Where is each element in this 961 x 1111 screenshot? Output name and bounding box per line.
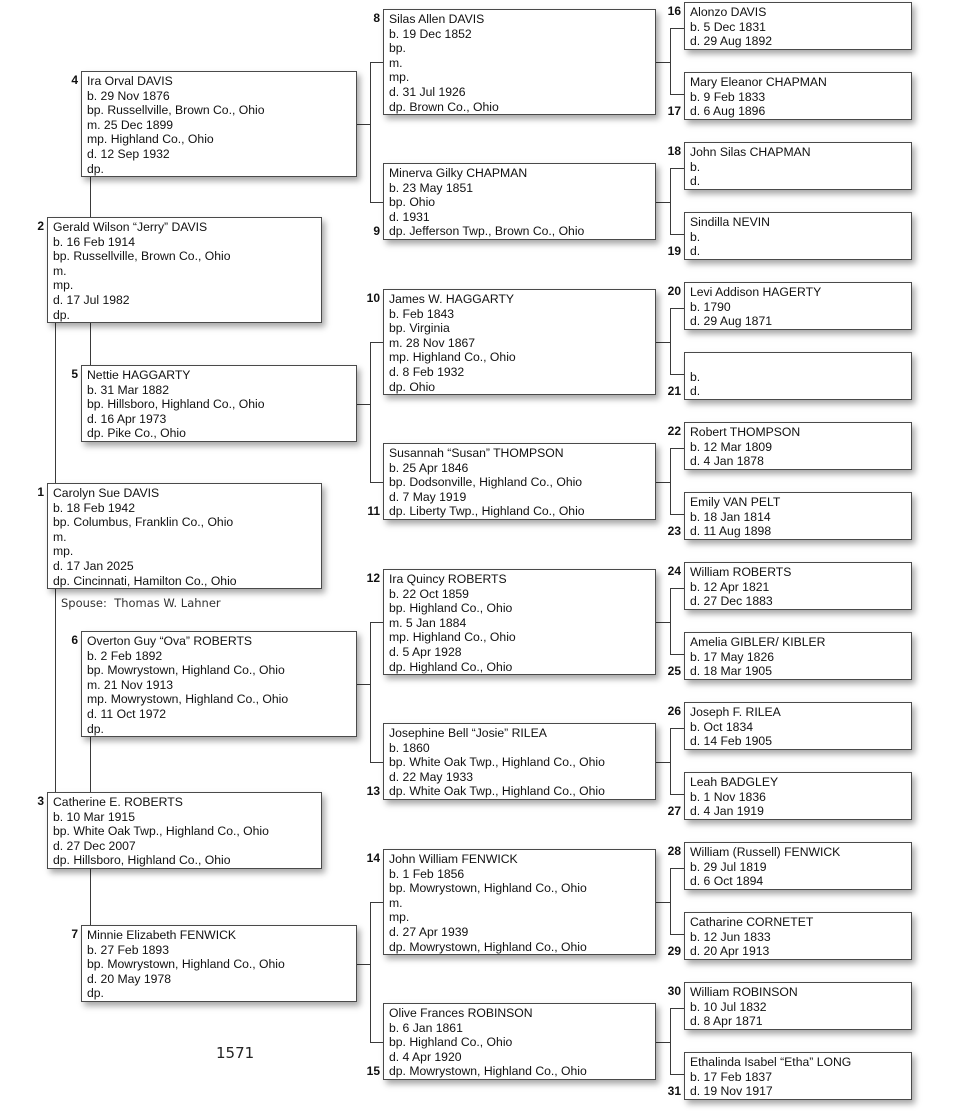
person-detail: d. [690, 174, 701, 189]
person-detail: m. [53, 529, 67, 544]
person-detail: b. 19 Dec 1852 [389, 26, 472, 41]
person-detail: b. 1790 [690, 299, 731, 314]
person-detail: bp. Mowrystown, Highland Co., Ohio [87, 663, 285, 678]
connector-5-10 [370, 342, 383, 343]
ahnentafel-number: 29 [667, 944, 681, 958]
person-box-24[interactable] [684, 562, 912, 610]
person-name: John Silas CHAPMAN [690, 145, 811, 159]
ahnentafel-number: 21 [667, 384, 681, 398]
connector-9-19 [670, 234, 684, 235]
person-detail: d. 20 Apr 1913 [690, 944, 770, 959]
connector-5 [357, 404, 370, 405]
person-detail: b. 1860 [389, 740, 430, 755]
person-detail: d. 22 May 1933 [389, 769, 474, 784]
person-detail: mp. Highland Co., Ohio [389, 630, 516, 645]
person-detail: b. 18 Feb 1942 [53, 500, 135, 515]
person-detail: d. 20 May 1978 [87, 971, 172, 986]
connector-7-15 [370, 1042, 383, 1043]
ahnentafel-number: 5 [71, 367, 78, 381]
person-detail: d. 11 Oct 1972 [87, 706, 167, 721]
person-name: Joseph F. RILEA [690, 705, 781, 719]
person-detail: m. 25 Dec 1899 [87, 117, 174, 132]
person-detail: b. 31 Mar 1882 [87, 382, 169, 397]
connector-11 [656, 482, 670, 483]
person-detail: dp. Mowrystown, Highland Co., Ohio [389, 1064, 587, 1079]
connector-13-27 [670, 794, 684, 795]
connector-11-22 [670, 448, 684, 449]
spouse-note [61, 596, 221, 610]
person-name: Nettie HAGGARTY [87, 368, 191, 382]
person-name: Levi Addison HAGERTY [690, 285, 822, 299]
person-detail: b. [690, 229, 701, 244]
person-box-1[interactable] [47, 483, 322, 589]
ahnentafel-number: 23 [667, 524, 681, 538]
person-name: Amelia GIBLER/ KIBLER [690, 635, 826, 649]
person-box-29[interactable] [684, 912, 912, 960]
person-detail: dp. Liberty Twp., Highland Co., Ohio [389, 504, 585, 519]
person-box-2[interactable] [47, 217, 322, 323]
person-detail: m. 21 Nov 1913 [87, 677, 174, 692]
person-detail: d. [690, 384, 701, 399]
person-box-3[interactable] [47, 792, 322, 869]
ahnentafel-number: 13 [366, 784, 380, 798]
person-detail: dp. Hillsboro, Highland Co., Ohio [53, 853, 231, 868]
person-detail: mp. Highland Co., Ohio [87, 132, 214, 147]
person-box-6[interactable] [81, 631, 357, 737]
connector-bracket-12 [670, 588, 671, 654]
connector-1-2 [55, 322, 56, 483]
person-detail: bp. Highland Co., Ohio [389, 601, 513, 616]
connector-10 [656, 342, 670, 343]
person-detail: b. 22 Oct 1859 [389, 586, 469, 601]
ahnentafel-number: 4 [71, 73, 78, 87]
person-detail: d. 14 Feb 1905 [690, 734, 772, 749]
person-detail: d. 5 Apr 1928 [389, 644, 462, 659]
ahnentafel-number: 14 [366, 851, 380, 865]
connector-12-25 [670, 654, 684, 655]
person-detail: d. 8 Apr 1871 [690, 1014, 763, 1029]
ahnentafel-number: 26 [667, 704, 681, 718]
person-detail: b. 17 May 1826 [690, 649, 775, 664]
person-name: Sindilla NEVIN [690, 215, 770, 229]
ahnentafel-number: 7 [71, 927, 78, 941]
connector-7 [357, 964, 370, 965]
person-detail: dp. Cincinnati, Hamilton Co., Ohio [53, 573, 237, 588]
person-box-19[interactable] [684, 212, 912, 260]
person-name: Ira Orval DAVIS [87, 74, 173, 88]
person-detail: b. 27 Feb 1893 [87, 942, 169, 957]
person-detail: d. [690, 244, 701, 259]
ahnentafel-number: 31 [667, 1084, 681, 1098]
connector-8-16 [670, 28, 684, 29]
person-name: Emily VAN PELT [690, 495, 781, 509]
ahnentafel-number: 12 [366, 571, 380, 585]
person-detail: dp. White Oak Twp., Highland Co., Ohio [389, 784, 605, 799]
person-detail: bp. Highland Co., Ohio [389, 1035, 513, 1050]
person-detail: dp. [87, 721, 104, 736]
connector-bracket-13 [670, 728, 671, 794]
person-detail: dp. [53, 307, 70, 322]
person-detail: b. 25 Apr 1846 [389, 460, 469, 475]
person-detail: d. 17 Jul 1982 [53, 292, 130, 307]
person-detail: b. [690, 159, 701, 174]
person-detail: bp. Virginia [389, 321, 450, 336]
connector-5-11 [370, 482, 383, 483]
person-detail: d. 27 Apr 1939 [389, 924, 469, 939]
person-box-17[interactable] [684, 72, 912, 120]
person-detail: m. 28 Nov 1867 [389, 335, 476, 350]
person-name: Susannah “Susan” THOMPSON [389, 446, 564, 460]
connector-3-7 [90, 869, 91, 925]
person-detail: mp. [389, 70, 410, 85]
connector-6-13 [370, 762, 383, 763]
connector-6 [357, 684, 370, 685]
person-detail: b. 23 May 1851 [389, 180, 474, 195]
connector-7-14 [370, 902, 383, 903]
connector-3-6 [90, 737, 91, 792]
person-detail: b. 18 Jan 1814 [690, 509, 771, 524]
person-box-10[interactable] [383, 289, 656, 395]
person-detail: bp. Hillsboro, Highland Co., Ohio [87, 397, 265, 412]
person-detail: bp. Mowrystown, Highland Co., Ohio [389, 881, 587, 896]
connector-bracket-7 [370, 902, 371, 1042]
person-detail: m. [389, 55, 403, 70]
person-name: Leah BADGLEY [690, 775, 779, 789]
person-name: Alonzo DAVIS [690, 5, 767, 19]
person-detail: b. 9 Feb 1833 [690, 89, 766, 104]
ahnentafel-number: 16 [667, 4, 681, 18]
connector-2-4 [90, 176, 91, 217]
ahnentafel-number: 15 [366, 1064, 380, 1078]
person-name: William ROBINSON [690, 985, 798, 999]
connector-bracket-14 [670, 868, 671, 934]
connector-8-17 [670, 94, 684, 95]
person-detail: mp. [53, 544, 74, 559]
person-detail: d. 8 Feb 1932 [389, 364, 465, 379]
connector-bracket-6 [370, 622, 371, 762]
person-detail: bp. Dodsonville, Highland Co., Ohio [389, 475, 583, 490]
ahnentafel-number: 19 [667, 244, 681, 258]
connector-bracket-5 [370, 342, 371, 482]
person-box-16[interactable] [684, 2, 912, 50]
person-box-12[interactable] [383, 569, 656, 675]
connector-15-30 [670, 1008, 684, 1009]
ahnentafel-number: 1 [37, 485, 44, 499]
connector-14-28 [670, 868, 684, 869]
person-name: Ethalinda Isabel “Etha” LONG [690, 1055, 852, 1069]
ahnentafel-number: 27 [667, 804, 681, 818]
connector-12-24 [670, 588, 684, 589]
person-name: Catharine CORNETET [690, 915, 814, 929]
connector-bracket-11 [670, 448, 671, 514]
person-detail: d. 16 Apr 1973 [87, 411, 167, 426]
person-name [690, 355, 911, 370]
person-name: Minerva Gilky CHAPMAN [389, 166, 528, 180]
person-detail: dp. Jefferson Twp., Brown Co., Ohio [389, 224, 585, 239]
person-name: Carolyn Sue DAVIS [53, 486, 160, 500]
person-box-30[interactable] [684, 982, 912, 1030]
connector-4 [357, 124, 370, 125]
ahnentafel-number: 28 [667, 844, 681, 858]
person-name: Ira Quincy ROBERTS [389, 572, 507, 586]
person-detail: bp. Columbus, Franklin Co., Ohio [53, 515, 234, 530]
person-box-18[interactable] [684, 142, 912, 190]
person-name: Mary Eleanor CHAPMAN [690, 75, 827, 89]
person-box-22[interactable] [684, 422, 912, 470]
person-box-5[interactable] [81, 365, 357, 442]
person-detail: mp. [53, 278, 74, 293]
person-name: William ROBERTS [690, 565, 792, 579]
connector-14 [656, 902, 670, 903]
ahnentafel-number: 10 [366, 291, 380, 305]
person-box-14[interactable] [383, 849, 656, 955]
connector-bracket-10 [670, 308, 671, 374]
ahnentafel-number: 3 [37, 794, 44, 808]
person-detail: m. 5 Jan 1884 [389, 615, 467, 630]
person-name: Overton Guy “Ova” ROBERTS [87, 634, 253, 648]
ahnentafel-number: 24 [667, 564, 681, 578]
person-detail: d. 4 Jan 1919 [690, 804, 764, 819]
page-number: 1571 [216, 1044, 255, 1062]
ahnentafel-number: 11 [367, 504, 380, 518]
person-detail: b. 1 Feb 1856 [389, 866, 465, 881]
person-detail: dp. Brown Co., Ohio [389, 99, 499, 114]
person-box-7[interactable] [81, 925, 357, 1002]
person-detail: d. 6 Aug 1896 [690, 104, 766, 119]
ahnentafel-number: 8 [373, 11, 380, 25]
connector-14-29 [670, 934, 684, 935]
person-box-13[interactable] [383, 723, 656, 800]
person-box-4[interactable] [81, 71, 357, 177]
connector-15 [656, 1042, 670, 1043]
person-detail: d. 17 Jan 2025 [53, 558, 134, 573]
person-detail: d. 12 Sep 1932 [87, 146, 170, 161]
person-box-9[interactable] [383, 163, 656, 240]
person-detail: d. 11 Aug 1898 [690, 524, 772, 539]
person-detail: b. 29 Jul 1819 [690, 859, 767, 874]
person-box-21[interactable] [684, 352, 912, 400]
person-detail: bp. White Oak Twp., Highland Co., Ohio [389, 755, 605, 770]
person-detail: mp. [389, 910, 410, 925]
person-detail: d. 1931 [389, 209, 430, 224]
connector-12 [656, 622, 670, 623]
ahnentafel-number: 25 [667, 664, 681, 678]
person-detail: bp. Russellville, Brown Co., Ohio [53, 249, 231, 264]
connector-1-3 [55, 589, 56, 792]
person-detail: b. 16 Feb 1914 [53, 234, 135, 249]
connector-2-5 [90, 322, 91, 365]
person-box-27[interactable] [684, 772, 912, 820]
connector-bracket-4 [370, 62, 371, 202]
person-detail: d. 29 Aug 1892 [690, 34, 773, 49]
person-detail: b. 17 Feb 1837 [690, 1069, 772, 1084]
person-box-11[interactable] [383, 443, 656, 520]
person-name: John William FENWICK [389, 852, 518, 866]
person-detail: b. 12 Apr 1821 [690, 579, 770, 594]
person-name: Olive Frances ROBINSON [389, 1006, 533, 1020]
person-name: Robert THOMPSON [690, 425, 801, 439]
person-detail: b. 12 Jun 1833 [690, 929, 771, 944]
person-detail: d. 6 Oct 1894 [690, 874, 764, 889]
connector-8 [656, 62, 670, 63]
person-detail: d. 19 Nov 1917 [690, 1084, 773, 1099]
connector-13 [656, 762, 670, 763]
person-detail: dp. [87, 986, 104, 1001]
person-box-25[interactable] [684, 632, 912, 680]
person-detail: bp. White Oak Twp., Highland Co., Ohio [53, 824, 269, 839]
person-name: Minnie Elizabeth FENWICK [87, 928, 237, 942]
ahnentafel-number: 17 [667, 104, 681, 118]
person-detail: d. 4 Jan 1878 [690, 454, 764, 469]
ahnentafel-number: 30 [667, 984, 681, 998]
person-detail: d. 27 Dec 2007 [53, 838, 136, 853]
person-detail: bp. [389, 41, 406, 56]
ahnentafel-number: 9 [373, 224, 380, 238]
person-detail: dp. Ohio [389, 379, 436, 394]
person-detail: mp. Highland Co., Ohio [389, 350, 516, 365]
person-detail: d. 29 Aug 1871 [690, 314, 773, 329]
person-detail: b. 29 Nov 1876 [87, 88, 170, 103]
person-detail: b. Feb 1843 [389, 306, 455, 321]
person-detail: b. 1 Nov 1836 [690, 789, 766, 804]
connector-10-21 [670, 374, 684, 375]
ahnentafel-number: 22 [667, 424, 681, 438]
person-detail: b. 10 Jul 1832 [690, 999, 767, 1014]
connector-6-12 [370, 622, 383, 623]
connector-9-18 [670, 168, 684, 169]
person-detail: b. Oct 1834 [690, 719, 754, 734]
person-detail: b. 12 Mar 1809 [690, 439, 772, 454]
person-box-28[interactable] [684, 842, 912, 890]
person-detail: dp. Highland Co., Ohio [389, 659, 513, 674]
person-detail: bp. Mowrystown, Highland Co., Ohio [87, 957, 285, 972]
person-detail: dp. [87, 161, 104, 176]
connector-9 [656, 202, 670, 203]
spouse-name: Thomas W. Lahner [114, 596, 221, 610]
ahnentafel-number: 18 [667, 144, 681, 158]
person-detail: b. 6 Jan 1861 [389, 1020, 463, 1035]
person-detail: mp. Mowrystown, Highland Co., Ohio [87, 692, 289, 707]
person-detail: b. 10 Mar 1915 [53, 809, 135, 824]
person-box-23[interactable] [684, 492, 912, 540]
person-detail: b. [690, 369, 701, 384]
connector-bracket-9 [670, 168, 671, 234]
person-detail: bp. Ohio [389, 195, 436, 210]
ahnentafel-number: 6 [71, 633, 78, 647]
person-name: Gerald Wilson “Jerry” DAVIS [53, 220, 208, 234]
person-name: Silas Allen DAVIS [389, 12, 485, 26]
person-detail: dp. Pike Co., Ohio [87, 426, 186, 441]
ahnentafel-number: 2 [37, 219, 44, 233]
person-detail: dp. Mowrystown, Highland Co., Ohio [389, 939, 587, 954]
person-detail: d. 4 Apr 1920 [389, 1049, 462, 1064]
person-detail: d. 18 Mar 1905 [690, 664, 772, 679]
person-box-31[interactable] [684, 1052, 912, 1100]
connector-13-26 [670, 728, 684, 729]
connector-bracket-8 [670, 28, 671, 94]
ahnentafel-number: 20 [667, 284, 681, 298]
person-box-8[interactable] [383, 9, 656, 115]
connector-11-23 [670, 514, 684, 515]
person-detail: b. 2 Feb 1892 [87, 648, 163, 663]
person-detail: d. 27 Dec 1883 [690, 594, 773, 609]
person-box-15[interactable] [383, 1003, 656, 1080]
person-detail: d. 7 May 1919 [389, 489, 467, 504]
connector-4-8 [370, 62, 383, 63]
connector-10-20 [670, 308, 684, 309]
person-detail: d. 31 Jul 1926 [389, 84, 466, 99]
person-detail: bp. Russellville, Brown Co., Ohio [87, 103, 265, 118]
person-name: William (Russell) FENWICK [690, 845, 841, 859]
person-detail: b. 5 Dec 1831 [690, 19, 766, 34]
person-box-20[interactable] [684, 282, 912, 330]
person-detail: m. [53, 263, 67, 278]
spouse-label: Spouse: [61, 596, 107, 610]
person-name: Josephine Bell “Josie” RILEA [389, 726, 547, 740]
connector-4-9 [370, 202, 383, 203]
person-detail: m. [389, 895, 403, 910]
person-name: James W. HAGGARTY [389, 292, 515, 306]
connector-bracket-15 [670, 1008, 671, 1074]
connector-15-31 [670, 1074, 684, 1075]
person-name: Catherine E. ROBERTS [53, 795, 183, 809]
person-box-26[interactable] [684, 702, 912, 750]
